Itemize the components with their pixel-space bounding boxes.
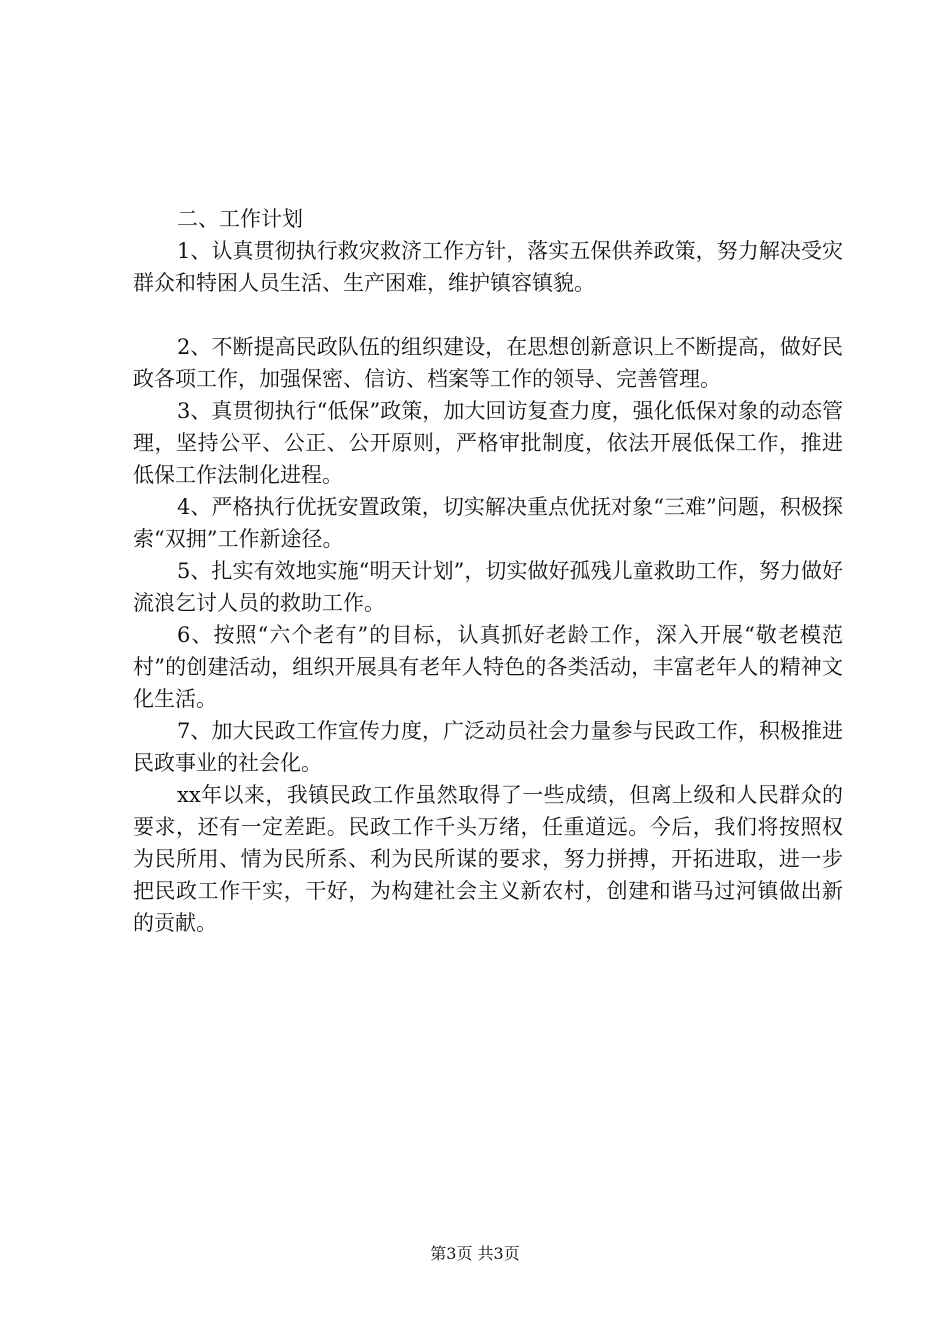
section-heading: 二、工作计划 [177,207,303,231]
page-number-footer: 第3页 共3页 [430,1244,520,1263]
paragraph-item-5: 5、扎实有效地实施“明天计划”，切实做好孤残儿童救助工作，努力做好流浪乞讨人员的救助工作。 [133,559,843,615]
paragraph-item-3: 3、真贯彻执行“低保”政策，加大回访复查力度，强化低保对象的动态管理，坚持公平、公正、公开原则，严格审批制度，依法开展低保工作，推进低保工作法制化进程。 [133,399,843,487]
document-body [133,203,843,939]
paragraph-item-1: 1、认真贯彻执行救灾救济工作方针，落实五保供养政策，努力解决受灾群众和特困人员生活、生产困难，维护镇容镇貌。 [133,239,843,295]
paragraph-item-6: 6、按照“六个老有”的目标，认真抓好老龄工作，深入开展“敬老模范村”的创建活动，组织开展具有老年人特色的各类活动，丰富老年人的精神文化生活。 [133,623,843,711]
closing-paragraph: xx年以来，我镇民政工作虽然取得了一些成绩，但离上级和人民群众的要求，还有一定差距。民政工作千头万绪，任重道远。今后，我们将按照权为民所用、情为民所系、利为民所谋的要求，努力拼搏，开拓进取，进一步把民政工作干实，干好，为构建社会主义新农村，创建和谐马过河镇做出新的贡献。 [133,783,843,935]
paragraph-item-4: 4、严格执行优抚安置政策，切实解决重点优抚对象“三难”问题，积极探索“双拥”工作新途径。 [133,495,843,551]
paragraph-item-7: 7、加大民政工作宣传力度，广泛动员社会力量参与民政工作，积极推进民政事业的社会化。 [133,719,843,775]
paragraph-item-2: 2、不断提高民政队伍的组织建设，在思想创新意识上不断提高，做好民政各项工作，加强保密、信访、档案等工作的领导、完善管理。 [133,335,843,391]
